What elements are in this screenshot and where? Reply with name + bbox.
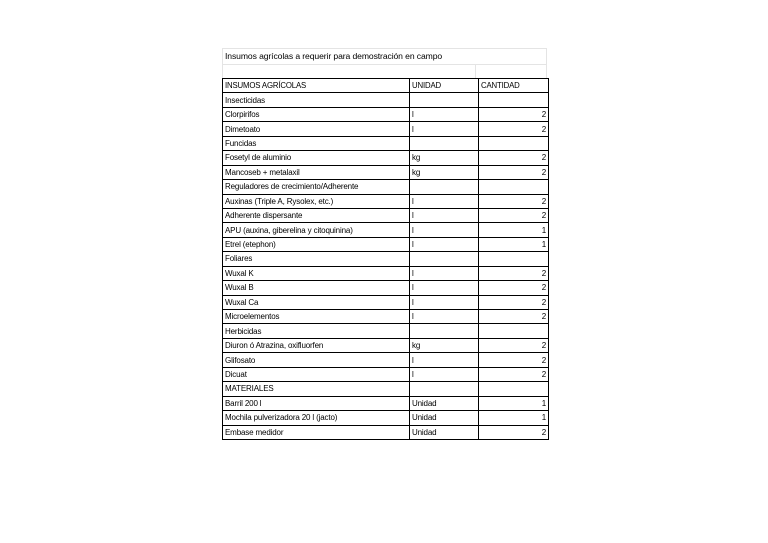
spreadsheet-sheet [222, 48, 547, 440]
cell-cantidad[interactable]: 2 [479, 281, 549, 295]
cell-insumo[interactable]: Reguladores de crecimiento/Adherente [223, 180, 410, 194]
cell-unidad[interactable] [410, 136, 479, 150]
cell-unidad[interactable]: l [410, 310, 479, 324]
cell-cantidad[interactable] [479, 252, 549, 266]
cell-cantidad[interactable]: 2 [479, 266, 549, 280]
cell-cantidad[interactable]: 1 [479, 237, 549, 251]
cell-insumo[interactable]: Auxinas (Triple A, Rysolex, etc.) [223, 194, 410, 208]
cell-insumo[interactable]: MATERIALES [223, 382, 410, 396]
cell-unidad[interactable]: Unidad [410, 425, 479, 439]
cell-cantidad[interactable] [479, 180, 549, 194]
table-row [223, 295, 549, 309]
cell-cantidad[interactable]: 2 [479, 295, 549, 309]
cell-insumo[interactable]: Insecticidas [223, 93, 410, 107]
table-row [223, 338, 549, 352]
header-cantidad[interactable]: CANTIDAD [479, 79, 549, 93]
cell-unidad[interactable] [410, 324, 479, 338]
table-row [223, 180, 549, 194]
cell-insumo[interactable]: Adherente dispersante [223, 208, 410, 222]
cell-insumo[interactable]: Mochila pulverizadora 20 l (jacto) [223, 411, 410, 425]
cell-cantidad[interactable] [479, 382, 549, 396]
table-row [223, 353, 549, 367]
cell-cantidad[interactable]: 2 [479, 338, 549, 352]
cell-unidad[interactable] [410, 252, 479, 266]
table-row [223, 223, 549, 237]
cell-cantidad[interactable]: 2 [479, 107, 549, 121]
cell-cantidad[interactable] [479, 93, 549, 107]
cell-insumo[interactable]: Glifosato [223, 353, 410, 367]
cell-unidad[interactable]: Unidad [410, 396, 479, 410]
cell-cantidad[interactable] [479, 136, 549, 150]
cell-insumo[interactable]: Barril 200 l [223, 396, 410, 410]
cell-insumo[interactable]: Wuxal K [223, 266, 410, 280]
header-unidad[interactable]: UNIDAD [410, 79, 479, 93]
table-row [223, 165, 549, 179]
cell-insumo[interactable]: Dicuat [223, 367, 410, 381]
cell-insumo[interactable]: Herbicidas [223, 324, 410, 338]
cell-unidad[interactable]: l [410, 266, 479, 280]
table-row [223, 122, 549, 136]
table-row [223, 237, 549, 251]
cell-insumo[interactable]: Wuxal B [223, 281, 410, 295]
table-row [223, 93, 549, 107]
cell-cantidad[interactable] [479, 324, 549, 338]
cell-insumo[interactable]: Dimetoato [223, 122, 410, 136]
cell-insumo[interactable]: Microelementos [223, 310, 410, 324]
table-row [223, 310, 549, 324]
cell-cantidad[interactable]: 2 [479, 151, 549, 165]
table-row [223, 396, 549, 410]
table-row [223, 367, 549, 381]
cell-cantidad[interactable]: 2 [479, 194, 549, 208]
table-row [223, 107, 549, 121]
cell-insumo[interactable]: Funcidas [223, 136, 410, 150]
sheet-title[interactable]: Insumos agrícolas a requerir para demostración en campo [222, 48, 547, 65]
empty-row[interactable] [222, 65, 547, 78]
table-row [223, 136, 549, 150]
table-row [223, 151, 549, 165]
cell-insumo[interactable]: Clorpirifos [223, 107, 410, 121]
cell-insumo[interactable]: Etrel (etephon) [223, 237, 410, 251]
cell-cantidad[interactable]: 2 [479, 208, 549, 222]
cell-insumo[interactable]: APU (auxina, giberelina y citoquinina) [223, 223, 410, 237]
table-row [223, 425, 549, 439]
table-row [223, 382, 549, 396]
cell-unidad[interactable]: l [410, 194, 479, 208]
cell-cantidad[interactable]: 2 [479, 425, 549, 439]
cell-unidad[interactable]: l [410, 122, 479, 136]
cell-unidad[interactable]: l [410, 208, 479, 222]
cell-unidad[interactable] [410, 382, 479, 396]
cell-cantidad[interactable]: 1 [479, 411, 549, 425]
table-row [223, 324, 549, 338]
cell-insumo[interactable]: Mancoseb + metalaxil [223, 165, 410, 179]
cell-cantidad[interactable]: 1 [479, 223, 549, 237]
cell-unidad[interactable]: Unidad [410, 411, 479, 425]
cell-cantidad[interactable]: 2 [479, 310, 549, 324]
cell-unidad[interactable] [410, 180, 479, 194]
cell-insumo[interactable]: Embase medidor [223, 425, 410, 439]
cell-unidad[interactable]: kg [410, 165, 479, 179]
cell-insumo[interactable]: Foliares [223, 252, 410, 266]
cell-unidad[interactable]: l [410, 223, 479, 237]
cell-unidad[interactable]: l [410, 107, 479, 121]
cell-insumo[interactable]: Fosetyl de aluminio [223, 151, 410, 165]
cell-unidad[interactable]: l [410, 281, 479, 295]
cell-insumo[interactable]: Wuxal Ca [223, 295, 410, 309]
inputs-table [222, 78, 549, 440]
table-row [223, 266, 549, 280]
table-row [223, 411, 549, 425]
cell-cantidad[interactable]: 2 [479, 353, 549, 367]
table-row [223, 208, 549, 222]
cell-unidad[interactable]: l [410, 367, 479, 381]
cell-cantidad[interactable]: 2 [479, 367, 549, 381]
table-header-row [223, 79, 549, 93]
cell-insumo[interactable]: Diuron ó Atrazina, oxifluorfen [223, 338, 410, 352]
cell-unidad[interactable]: l [410, 353, 479, 367]
table-row [223, 194, 549, 208]
cell-cantidad[interactable]: 1 [479, 396, 549, 410]
cell-unidad[interactable]: kg [410, 338, 479, 352]
cell-unidad[interactable] [410, 93, 479, 107]
cell-unidad[interactable]: l [410, 295, 479, 309]
cell-cantidad[interactable]: 2 [479, 165, 549, 179]
cell-unidad[interactable]: l [410, 237, 479, 251]
cell-unidad[interactable]: kg [410, 151, 479, 165]
table-row [223, 281, 549, 295]
header-insumos[interactable]: INSUMOS AGRÍCOLAS [223, 79, 410, 93]
cell-cantidad[interactable]: 2 [479, 122, 549, 136]
table-row [223, 252, 549, 266]
